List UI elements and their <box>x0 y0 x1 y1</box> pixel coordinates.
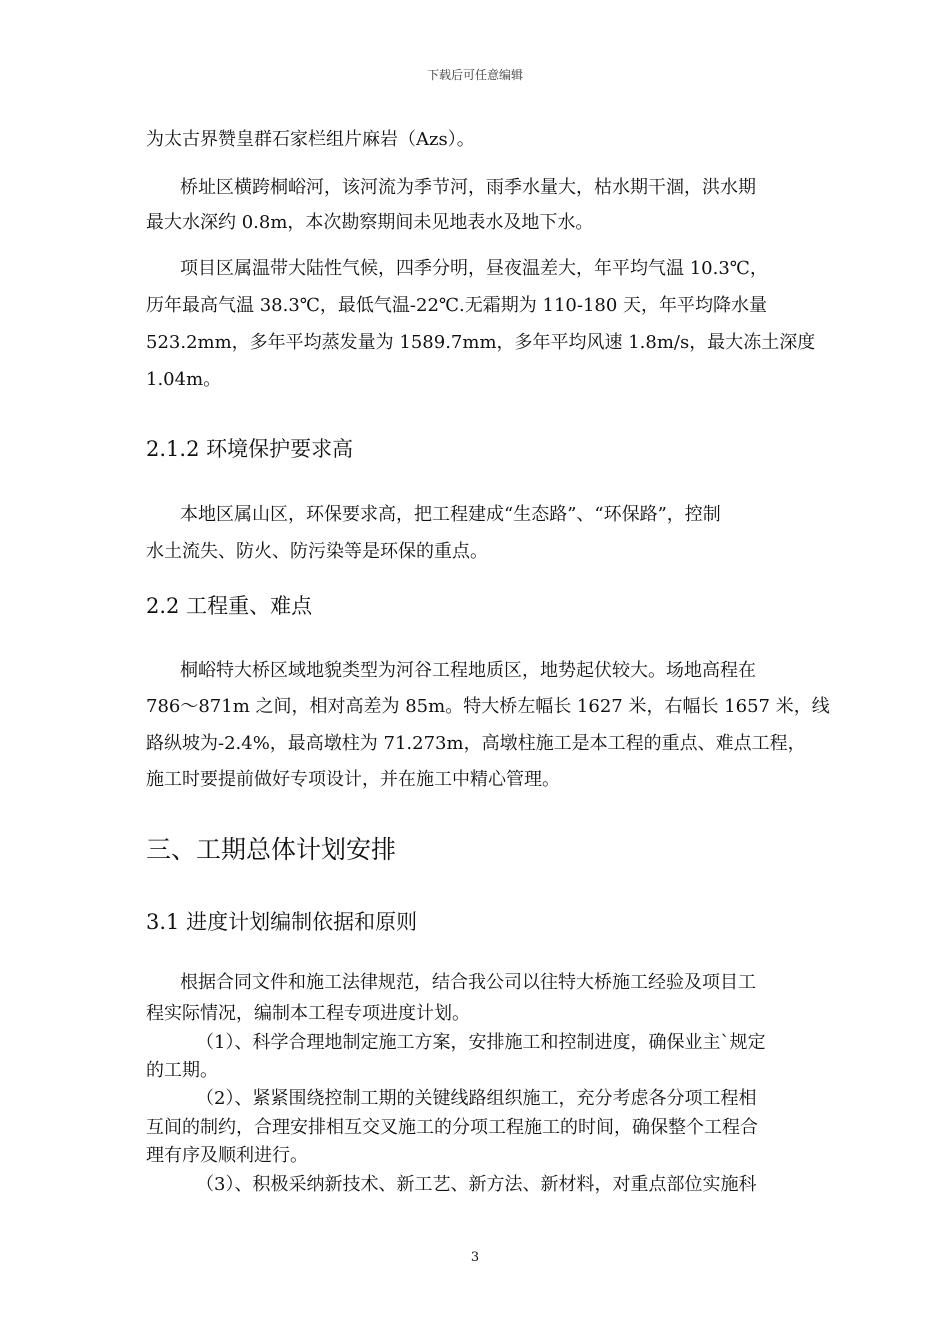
page-number: 3 <box>470 1250 480 1265</box>
text-line: 路纵坡为-2.4%，最高墩柱为 71.273m，高墩柱施工是本工程的重点、难点工程， <box>146 733 806 754</box>
text-line: 程实际情况，编制本工程专项进度计划。 <box>146 1003 470 1024</box>
text-line: 水土流失、防火、防污染等是环保的重点。 <box>146 541 488 562</box>
section-heading: 2.2 工程重、难点 <box>146 594 313 618</box>
text-line: 为太古界赞皇群石家栏组片麻岩（Azs）。 <box>146 129 475 150</box>
section-heading: 3.1 进度计划编制依据和原则 <box>146 910 418 934</box>
page-header: 下载后可任意编辑 <box>426 68 523 82</box>
text-line: 的工期。 <box>146 1060 218 1081</box>
text-line: 桥址区横跨桐峪河，该河流为季节河，雨季水量大，枯水期干涸，洪水期 <box>180 177 756 198</box>
text-line: 本地区属山区，环保要求高，把工程建成“生态路”、“环保路”，控制 <box>180 504 721 525</box>
text-line: （1）、科学合理地制定施工方案，安排施工和控制进度，确保业主`规定 <box>196 1032 766 1053</box>
text-line: 最大水深约 0.8m，本次勘察期间未见地表水及地下水。 <box>146 212 594 233</box>
text-line: （2）、紧紧围绕控制工期的关键线路组织施工，充分考虑各分项工程相 <box>196 1088 757 1109</box>
text-line: 786～871m 之间，相对高差为 85m。特大桥左幅长 1627 米，右幅长 1657 米，线 <box>146 696 830 717</box>
section-heading: 2.1.2 环境保护要求高 <box>146 437 354 461</box>
chapter-heading: 三、工期总体计划安排 <box>146 835 397 864</box>
text-line: 项目区属温带大陆性气候，四季分明，昼夜温差大，年平均气温 10.3℃， <box>180 258 768 279</box>
text-line: 桐峪特大桥区域地貌类型为河谷工程地质区，地势起伏较大。场地高程在 <box>180 660 756 681</box>
text-line: 523.2mm，多年平均蒸发量为 1589.7mm，多年平均风速 1.8m/s，最大冻土深度 <box>146 332 816 353</box>
text-line: 1.04m。 <box>146 369 222 390</box>
text-line: 理有序及顺利进行。 <box>146 1145 308 1166</box>
text-line: 互间的制约，合理安排相互交叉施工的分项工程施工的时间，确保整个工程合 <box>146 1117 758 1138</box>
text-line: 施工时要提前做好专项设计，并在施工中精心管理。 <box>146 769 560 790</box>
text-line: 历年最高气温 38.3℃，最低气温-22℃.无霜期为 110-180 天，年平均降水量 <box>146 295 768 316</box>
text-line: 根据合同文件和施工法律规范，结合我公司以往特大桥施工经验及项目工 <box>180 972 756 993</box>
text-line: （3）、积极采纳新技术、新工艺、新方法、新材料，对重点部位实施科 <box>196 1174 757 1195</box>
